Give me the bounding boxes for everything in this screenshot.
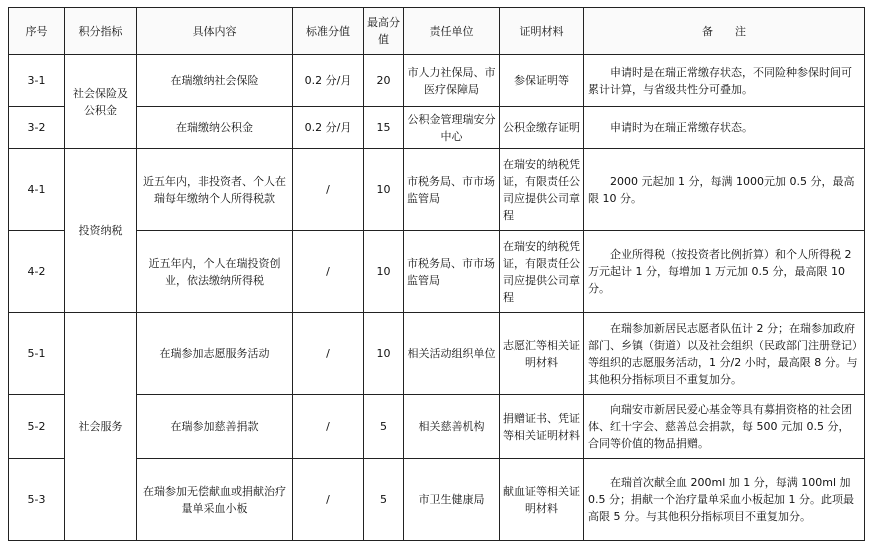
row-dept: 市税务局、市市场监管局: [404, 149, 500, 231]
row-standard: /: [293, 149, 364, 231]
table-row: [9, 313, 865, 395]
row-max: 15: [364, 107, 404, 149]
category-cell: 社会保险及公积金: [65, 55, 137, 149]
row-note-text: 向瑞安市新居民爱心基金等具有募捐资格的社会团体、红十字会、慈善总会捐款，每 500 元加 0.5 分，合同等价值的物品捐赠。: [588, 403, 852, 450]
row-dept: 市税务局、市市场监管局: [404, 231, 500, 313]
row-content: 近五年内，非投资者、个人在瑞每年缴纳个人所得税款: [137, 149, 293, 231]
row-proof: 公积金缴存证明: [500, 107, 584, 149]
row-seq: 5-2: [9, 395, 65, 459]
row-max: 10: [364, 149, 404, 231]
header-seq: 序号: [9, 8, 65, 55]
row-proof: 志愿汇等相关证明材料: [500, 313, 584, 395]
row-content: 在瑞参加志愿服务活动: [137, 313, 293, 395]
row-content: 近五年内，个人在瑞投资创业，依法缴纳所得税: [137, 231, 293, 313]
row-note-text: 企业所得税（按投资者比例折算）和个人所得税 2 万元起计 1 分，每增加 1 万元加 0.5 分，最高限 10 分。: [588, 248, 852, 295]
row-max: 20: [364, 55, 404, 107]
row-standard: /: [293, 459, 364, 541]
row-dept: 公积金管理瑞安分中心: [404, 107, 500, 149]
table-container: [8, 7, 865, 541]
table-row: [9, 395, 865, 459]
row-standard: 0.2 分/月: [293, 107, 364, 149]
row-seq: 5-1: [9, 313, 65, 395]
row-dept: 相关活动组织单位: [404, 313, 500, 395]
header-content: 具体内容: [137, 8, 293, 55]
row-proof: 在瑞安的纳税凭证，有限责任公司应提供公司章程: [500, 231, 584, 313]
table-row: [9, 231, 865, 313]
row-standard: /: [293, 313, 364, 395]
row-content: 在瑞参加无偿献血或捐献治疗量单采血小板: [137, 459, 293, 541]
row-note-text: 2000 元起加 1 分，每满 1000元加 0.5 分，最高限 10 分。: [588, 174, 855, 205]
category-cell: 社会服务: [65, 313, 137, 541]
row-proof: 献血证等相关证明材料: [500, 459, 584, 541]
header-proof: 证明材料: [500, 8, 584, 55]
row-max: 5: [364, 459, 404, 541]
row-dept: 相关慈善机构: [404, 395, 500, 459]
row-seq: 4-2: [9, 231, 65, 313]
row-max: 10: [364, 231, 404, 313]
row-standard: /: [293, 395, 364, 459]
table-row: [9, 149, 865, 231]
row-note: [584, 313, 865, 395]
row-note: [584, 459, 865, 541]
header-category: 积分指标: [65, 8, 137, 55]
row-dept: 市人力社保局、市医疗保障局: [404, 55, 500, 107]
row-note-text: 申请时是在瑞正常缴存状态，不同险种参保时间可累计计算，与省级共性分可叠加。: [588, 65, 852, 96]
row-content: 在瑞缴纳公积金: [137, 107, 293, 149]
row-proof: 参保证明等: [500, 55, 584, 107]
row-max: 10: [364, 313, 404, 395]
table-row: [9, 55, 865, 107]
header-row: [9, 8, 865, 55]
row-seq: 3-1: [9, 55, 65, 107]
row-note: [584, 55, 865, 107]
header-note: 备 注: [584, 8, 865, 55]
row-note: [584, 149, 865, 231]
header-max: 最高分值: [364, 8, 404, 55]
header-standard: 标准分值: [293, 8, 364, 55]
header-dept: 责任单位: [404, 8, 500, 55]
table-row: [9, 107, 865, 149]
category-cell: 投资纳税: [65, 149, 137, 313]
row-seq: 3-2: [9, 107, 65, 149]
row-dept: 市卫生健康局: [404, 459, 500, 541]
row-note: [584, 231, 865, 313]
row-standard: /: [293, 231, 364, 313]
row-seq: 4-1: [9, 149, 65, 231]
row-note-text: 申请时为在瑞正常缴存状态。: [610, 121, 753, 134]
row-standard: 0.2 分/月: [293, 55, 364, 107]
row-proof: 捐赠证书、凭证等相关证明材料: [500, 395, 584, 459]
row-content: 在瑞缴纳社会保险: [137, 55, 293, 107]
row-content: 在瑞参加慈善捐款: [137, 395, 293, 459]
row-proof: 在瑞安的纳税凭证，有限责任公司应提供公司章程: [500, 149, 584, 231]
row-note: [584, 395, 865, 459]
table-row: [9, 459, 865, 541]
points-table: [8, 7, 865, 541]
row-note-text: 在瑞首次献全血 200ml 加 1 分，每满 100ml 加 0.5 分；捐献一个治疗量单采血小板起加 1 分。此项最高限 5 分。与其他积分指标项目不重复加分。: [588, 476, 854, 523]
row-max: 5: [364, 395, 404, 459]
row-note-text: 在瑞参加新居民志愿者队伍计 2 分；在瑞参加政府部门、乡镇（街道）以及社会组织（民政部门注册登记）等组织的志愿服务活动，1 分/2 小时，最高限 8 分。与其他积分指标项目不重复加分。: [588, 321, 858, 386]
row-note: [584, 107, 865, 149]
row-seq: 5-3: [9, 459, 65, 541]
